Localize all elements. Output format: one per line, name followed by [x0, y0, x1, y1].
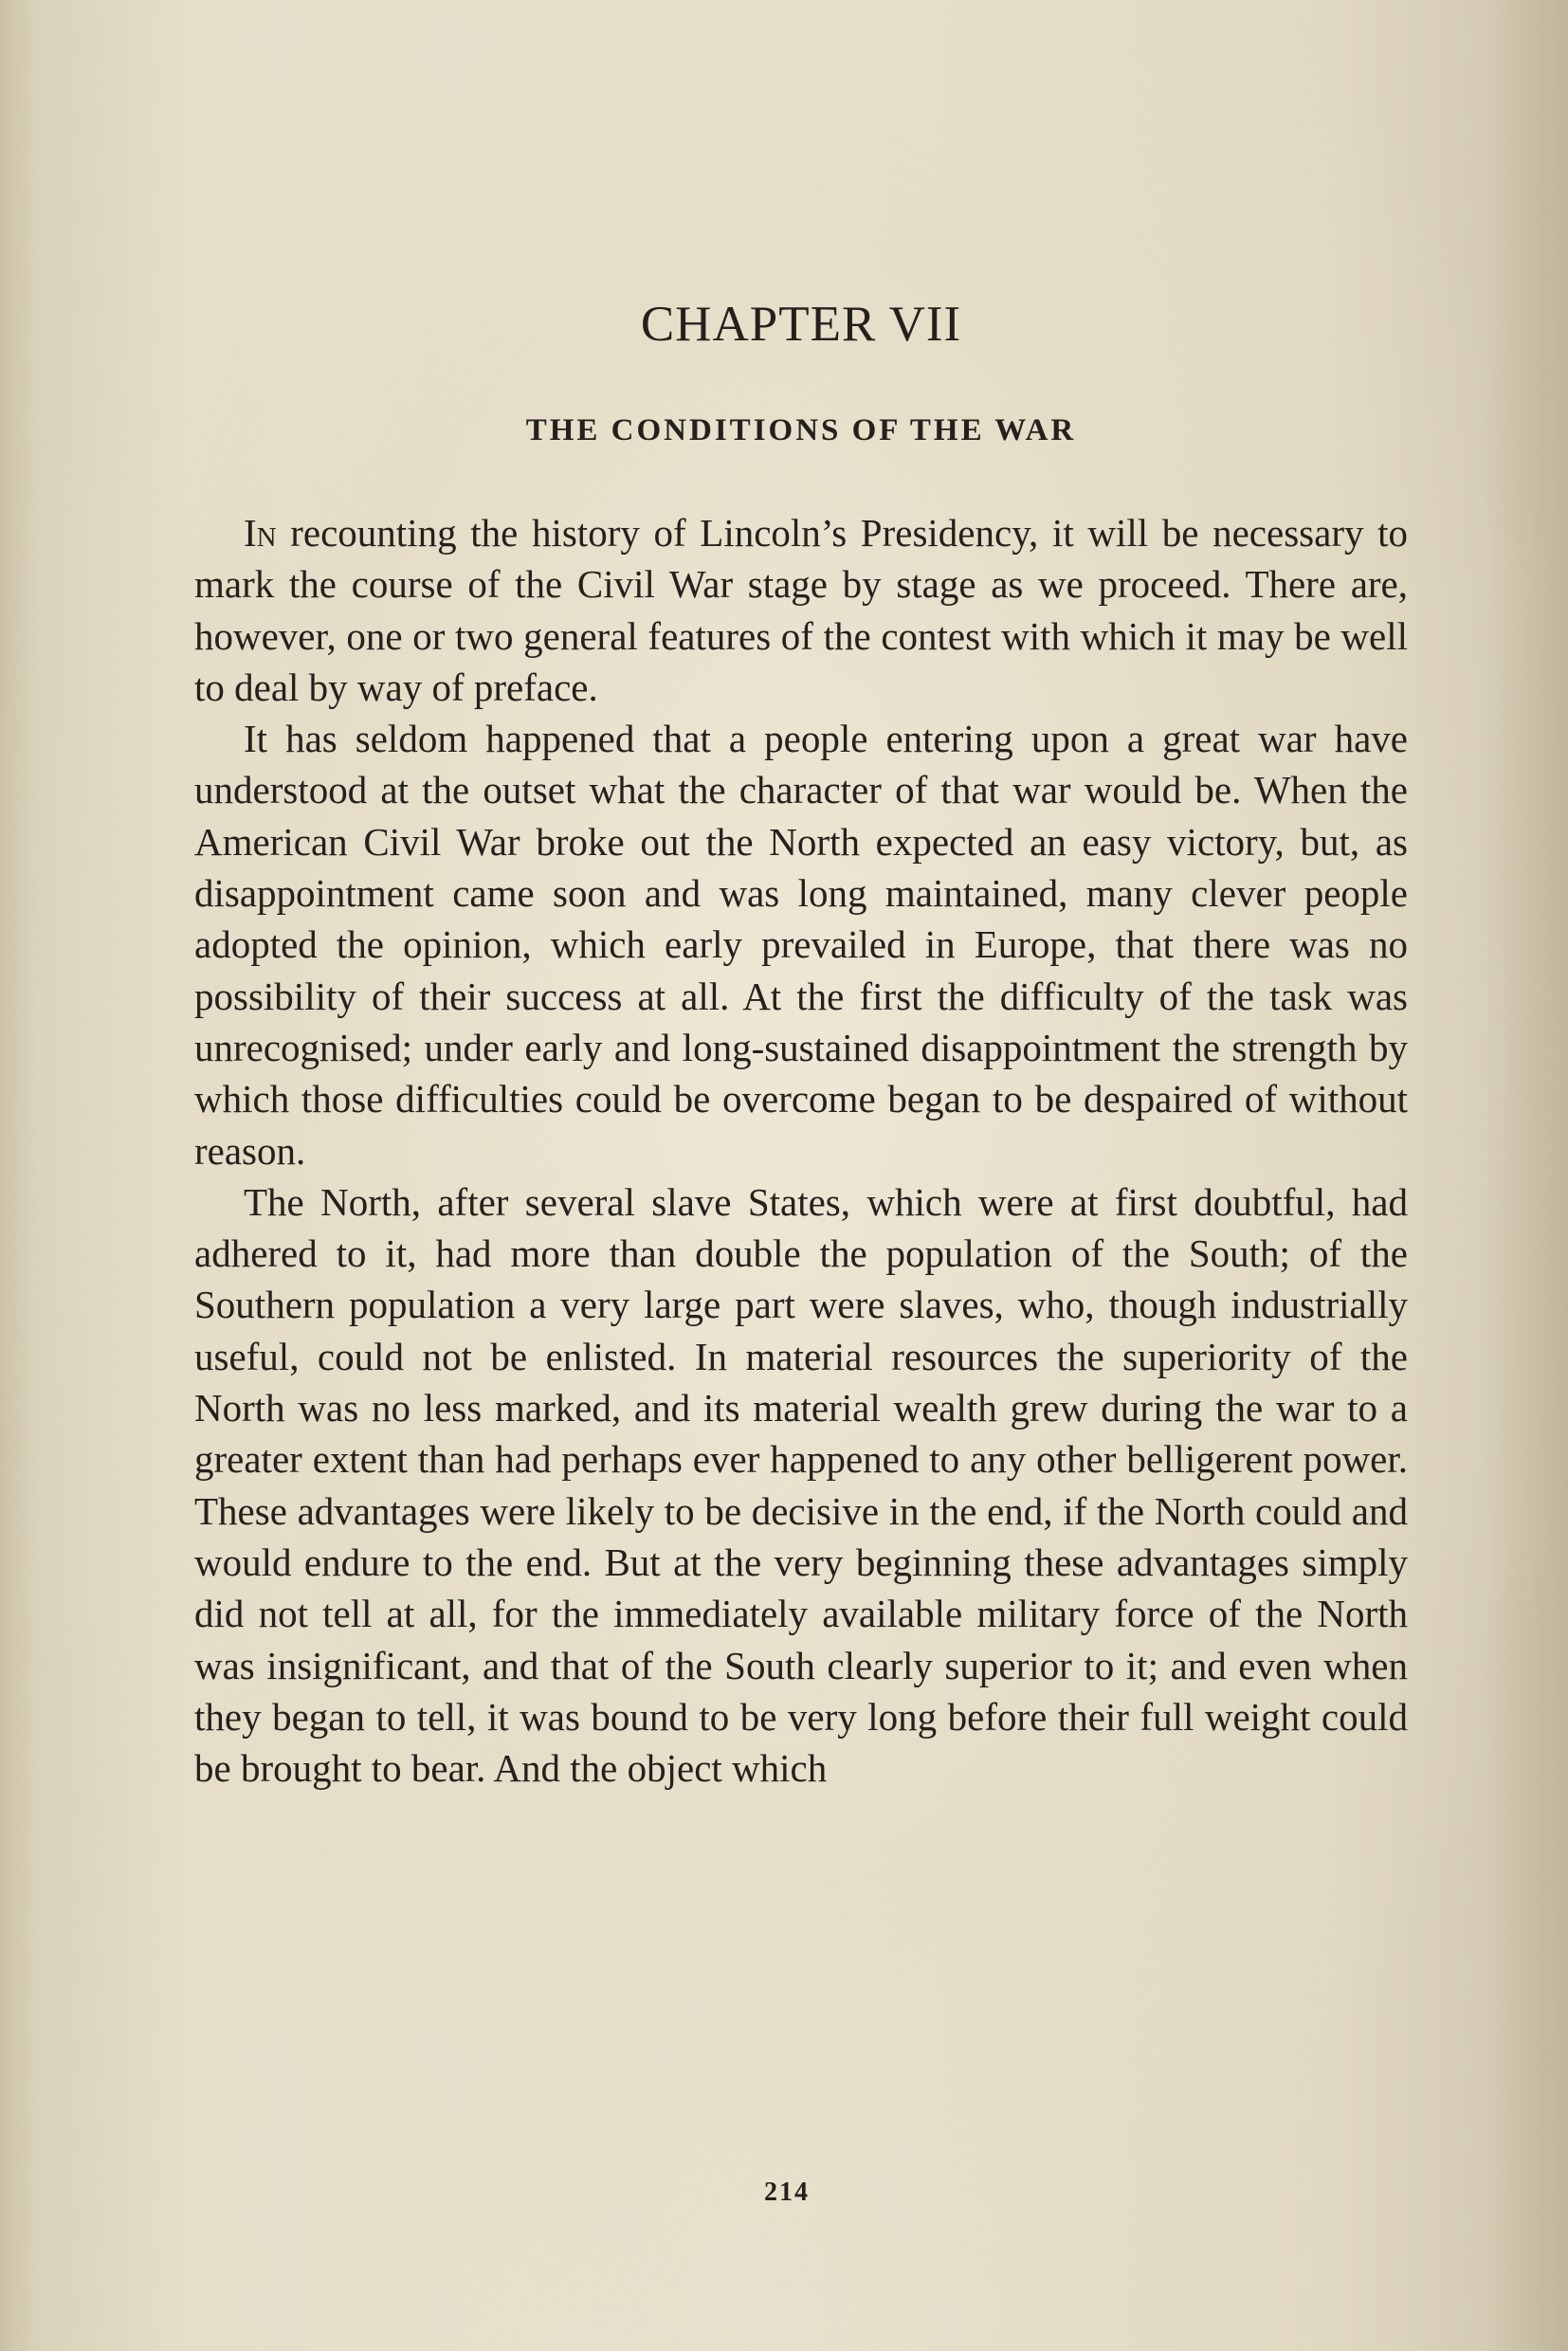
- paragraph-3: The North, after several slave States, which were at first doubtful, had adhered to it, had more than double the population of the South; of the Southern population a very large part were slaves, who, though industrially useful, could not be enlisted. In material resources the superiority of the North was no less marked, and its material wealth grew during the war to a greater extent than had perhaps ever happened to any other belligerent power. These advantages were likely to be decisive in the end, if the North could and would endure to the end. But at the very beginning these advantages simply did not tell at all, for the immediately available military force of the North was insignificant, and that of the South clearly superior to it; and even when they began to tell, it was bound to be very long before their full weight could be brought to bear. And the object which: [194, 1179, 1408, 1791]
- chapter-heading: CHAPTER VII: [640, 297, 962, 352]
- page-right-edge-shadow: [1483, 0, 1568, 2351]
- chapter-subtitle: THE CONDITIONS OF THE WAR: [525, 413, 1077, 447]
- paragraph-1: [194, 507, 1408, 713]
- paragraph-lead-word: In: [244, 511, 277, 555]
- paragraph-1-text: recounting the history of Lincoln’s Presidency, it will be necessary to mark the course of the Civil War stage by stage as we proceed. There are, however, one or two general features of the contest with which it may be well to deal by way of preface.: [194, 511, 1408, 709]
- body-text: [194, 507, 1408, 1794]
- page-number: 214: [764, 2178, 810, 2207]
- page-left-edge-shadow: [0, 0, 38, 2351]
- paragraph-2: It has seldom happened that a people entering upon a great war have understood at the outset what the character of that war would be. When the American Civil War broke out the North expected an easy victory, but, as disappointment came soon and was long maintained, many clever people adopted the opinion, which early prevailed in Europe, that there was no possibility of their success at all. At the first the difficulty of the task was unrecognised; under early and long-sustained disappointment the strength by which those difficulties could be overcome began to be despaired of without reason.: [194, 717, 1408, 1173]
